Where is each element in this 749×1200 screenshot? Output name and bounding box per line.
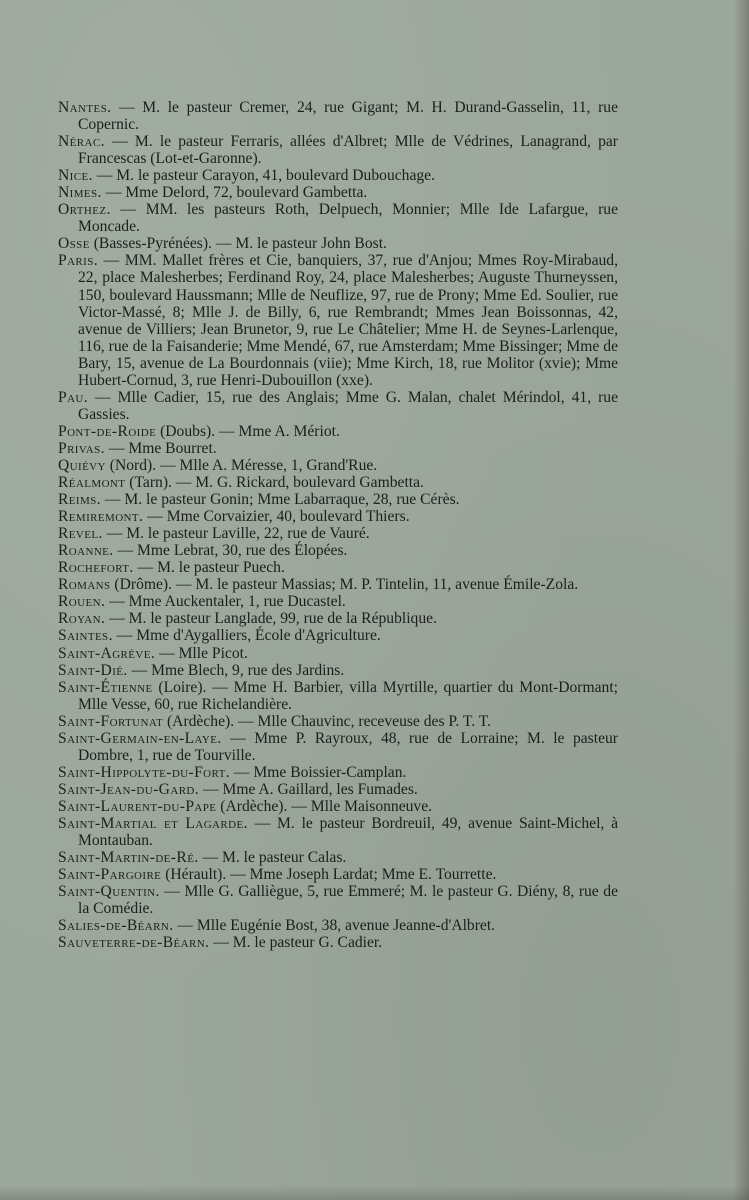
entry-text: — M. le pasteur Laville, 22, rue de Vauré. — [102, 525, 370, 543]
entry-text: — M. le pasteur Puech. — [133, 559, 285, 577]
list-item — [58, 849, 618, 866]
place-name: Saint-Hippolyte-du-Fort. — [58, 763, 231, 781]
place-name: Saint-Pargoire — [58, 866, 162, 884]
entry-text: — M. le pasteur Ferraris, allées d'Albret; Mlle de Védrines, Lanagrand, par Francescas (Lot-et-Garonne). — [78, 133, 618, 168]
place-name: Saint-Dié. — [58, 661, 128, 679]
place-name: Salies-de-Béarn. — [58, 917, 174, 935]
entry-text: — Mme Corvaizier, 40, boulevard Thiers. — [143, 508, 410, 526]
place-name: Remiremont. — [58, 508, 144, 526]
place-name: Saint-Martial et Lagarde. — [58, 814, 248, 832]
place-name: Paris. — [58, 252, 99, 270]
list-item — [58, 627, 618, 644]
place-name: Saint-Étienne — [58, 678, 153, 696]
entry-text: (Ardèche). — Mlle Chauvinc, receveuse des P. T. T. — [163, 712, 492, 730]
place-name: Osse — [58, 235, 90, 253]
place-name: Pont-de-Roide — [58, 422, 157, 440]
list-item — [58, 713, 618, 730]
entry-text: (Tarn). — M. G. Rickard, boulevard Gambetta. — [125, 474, 424, 492]
list-item — [58, 679, 618, 713]
entry-text: — Mme A. Gaillard, les Fumades. — [199, 780, 418, 798]
place-name: Nantes. — [58, 99, 112, 116]
entry-text: (Drôme). — M. le pasteur Massias; M. P. Tintelin, 11, avenue Émile-Zola. — [110, 576, 579, 594]
entry-text: (Hérault). — Mme Joseph Lardat; Mme E. Tourrette. — [161, 866, 497, 884]
place-name: Saint-Martin-de-Ré. — [58, 849, 199, 867]
list-item — [58, 423, 618, 440]
place-name: Nimes. — [58, 184, 102, 202]
list-item — [58, 525, 618, 542]
entry-text: (Loire). — Mme H. Barbier, villa Myrtille, quartier du Mont-Dormant; Mlle Vesse, 60, rue Richelandière. — [78, 678, 618, 713]
list-item — [58, 559, 618, 576]
list-item — [58, 917, 618, 934]
entry-text: — Mme d'Aygalliers, École d'Agriculture. — [112, 627, 381, 645]
entry-text: — M. le pasteur Calas. — [198, 849, 347, 867]
place-name: Saint-Germain-en-Laye. — [58, 729, 222, 747]
address-list — [58, 99, 618, 951]
list-item — [58, 662, 618, 679]
place-name: Saint-Laurent-du-Pape — [58, 797, 217, 815]
list-item — [58, 593, 618, 610]
entry-text: — Mlle G. Galliègue, 5, rue Emmeré; M. le pasteur G. Diény, 8, rue de la Comédie. — [78, 883, 618, 918]
place-name: Reims. — [58, 491, 101, 509]
place-name: Pau. — [58, 388, 89, 406]
entry-text: — M. le pasteur Gonin; Mme Labarraque, 28, rue Cérès. — [100, 491, 460, 509]
list-item — [58, 440, 618, 457]
entry-text: — Mme Lebrat, 30, rue des Élopées. — [113, 542, 348, 560]
list-item — [58, 764, 618, 781]
list-item — [58, 542, 618, 559]
list-item — [58, 798, 618, 815]
place-name: Roanne. — [58, 542, 114, 560]
list-item — [58, 389, 618, 423]
entry-text: — M. le pasteur G. Cadier. — [209, 934, 383, 952]
list-item — [58, 610, 618, 627]
list-item — [58, 99, 618, 133]
place-name: Saint-Quentin. — [58, 883, 160, 901]
list-item — [58, 184, 618, 201]
place-name: Saintes. — [58, 627, 113, 645]
entry-text: — Mlle Picot. — [155, 644, 248, 662]
entry-text: — M. le pasteur Cremer, 24, rue Gigant; M. H. Durand-Gasselin, 11, rue Copernic. — [78, 99, 618, 134]
list-item — [58, 133, 618, 167]
place-name: Privas. — [58, 439, 105, 457]
place-name: Quiévy — [58, 456, 106, 474]
entry-text: (Basses-Pyrénées). — M. le pasteur John Bost. — [89, 235, 387, 253]
list-item — [58, 474, 618, 491]
list-item — [58, 883, 618, 917]
entry-text: — Mme Bourret. — [104, 439, 217, 457]
place-name: Royan. — [58, 610, 106, 628]
place-name: Nice. — [58, 167, 93, 185]
place-name: Rochefort. — [58, 559, 134, 577]
entry-text: — M. le pasteur Langlade, 99, rue de la République. — [105, 610, 437, 628]
list-item — [58, 508, 618, 525]
list-item — [58, 252, 618, 388]
list-item — [58, 576, 618, 593]
list-item — [58, 866, 618, 883]
page-bottom-shadow — [0, 1186, 749, 1200]
place-name: Nérac. — [58, 133, 105, 151]
entry-text: — Mme Auckentaler, 1, rue Ducastel. — [105, 593, 346, 611]
place-name: Orthez. — [58, 201, 111, 219]
entry-text: (Nord). — Mlle A. Méresse, 1, Grand'Rue. — [105, 456, 378, 474]
entry-text: — Mme Delord, 72, boulevard Gambetta. — [101, 184, 368, 202]
entry-text: — M. le pasteur Bordreuil, 49, avenue Saint-Michel, à Montauban. — [78, 814, 618, 850]
entry-text: — M. le pasteur Carayon, 41, boulevard Dubouchage. — [92, 167, 435, 185]
entry-text: (Ardèche). — Mlle Maisonneuve. — [216, 797, 433, 815]
entry-text: — Mme P. Rayroux, 48, rue de Lorraine; M. le pasteur Dombre, 1, rue de Tourville. — [78, 729, 618, 764]
list-item — [58, 645, 618, 662]
list-item — [58, 730, 618, 764]
place-name: Saint-Fortunat — [58, 712, 164, 730]
list-item — [58, 491, 618, 508]
entry-text: (Doubs). — Mme A. Mériot. — [156, 422, 340, 440]
list-item — [58, 934, 618, 951]
entry-text: — Mlle Eugénie Bost, 38, avenue Jeanne-d'Albret. — [173, 917, 496, 935]
place-name: Rouen. — [58, 593, 106, 611]
list-item — [58, 457, 618, 474]
list-item — [58, 167, 618, 184]
list-item — [58, 235, 618, 252]
list-item — [58, 815, 618, 849]
place-name: Saint-Agrève. — [58, 644, 156, 662]
place-name: Romans — [58, 576, 111, 594]
page-edge-shadow — [733, 0, 749, 1200]
entry-text: — MM. les pasteurs Roth, Delpuech, Monnier; Mlle Ide Lafargue, rue Moncade. — [78, 201, 618, 236]
list-item — [58, 201, 618, 235]
entry-text: — Mlle Cadier, 15, rue des Anglais; Mme G. Malan, chalet Mérindol, 41, rue Gassies. — [78, 388, 618, 423]
entry-text: — Mme Blech, 9, rue des Jardins. — [127, 661, 345, 679]
place-name: Saint-Jean-du-Gard. — [58, 780, 200, 798]
entry-text: — MM. Mallet frères et Cie, banquiers, 37, rue d'Anjou; Mmes Roy-Mirabaud, 22, place Malesherbes; Ferdinand Roy, 24, place Malesherbes; Auguste Thurneyssen, 150, boulevard Haussmann; Mlle de Neuflize, 97, rue de Prony; Mme Ed. Soulier, rue Victor-Massé, 8; Mlle J. de Billy, 6, rue Rembrandt; Mmes Jean Boissonnas, 42, avenue de Villiers; Jean Brunetor, 9, rue Le Châtelier; Mme H. de Seynes-Larlenque, 116, rue de la Faisanderie; Mme Mendé, 67, rue Amsterdam; Mme Bissinger; Mme de Bary, 15, avenue de La Bourdonnais (viie); Mme Kirch, 18, rue Molitor (xvie); Mme Hubert-Cornud, 3, rue Henri-Dubouillon (xxe). — [78, 252, 618, 389]
place-name: Revel. — [58, 525, 103, 543]
entry-text: — Mme Boissier-Camplan. — [230, 763, 407, 781]
list-item — [58, 781, 618, 798]
place-name: Sauveterre-de-Béarn. — [58, 934, 210, 952]
place-name: Réalmont — [58, 474, 126, 492]
